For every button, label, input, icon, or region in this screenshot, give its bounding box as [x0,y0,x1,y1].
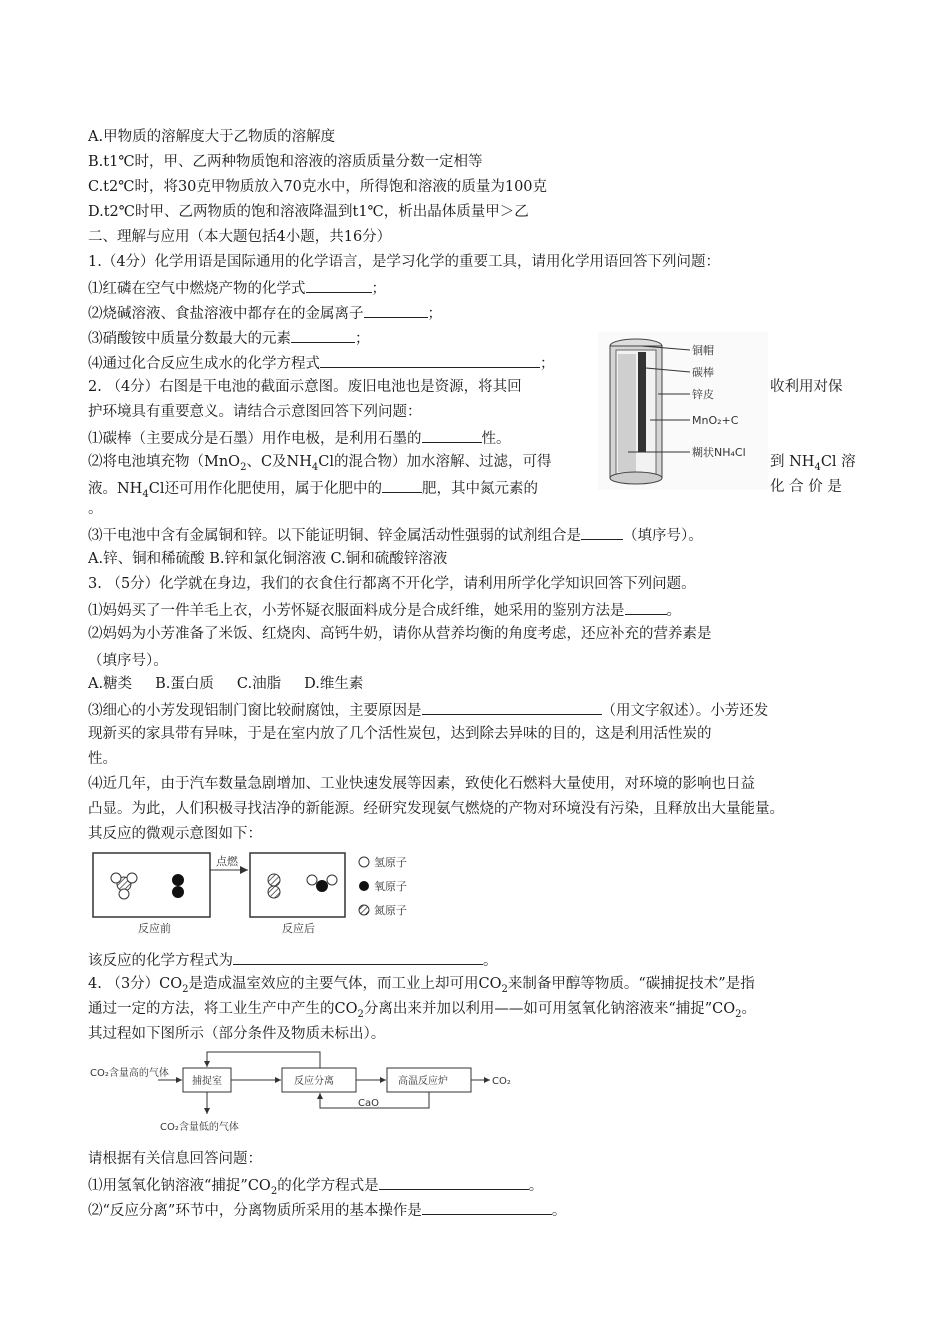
flow-return-label: CaO [358,1098,379,1109]
flow-output: CO₂ [492,1076,511,1087]
q3-part1: ⑴妈妈买了一件羊毛上衣，小芳怀疑衣服面料成分是合成纤维，她采用的鉴别方法是 。 [88,600,681,620]
q4-line3: 其过程如下图所示（部分条件及物质未标出）。 [88,1026,386,1042]
flow-input: CO₂含量高的气体 [90,1068,169,1079]
legend-label: 氮原子 [374,904,407,917]
answer-blank[interactable] [379,1175,529,1190]
q3-part2b: （填序号）。 [88,653,168,669]
q3-options: A.糖类 B.蛋白质 C.油脂 D.维生素 [88,676,364,692]
option-b: B.t1℃时，甲、乙两种物质饱和溶液的溶质质量分数一定相等 [88,154,483,170]
answer-blank[interactable] [233,950,483,965]
after-label: 反应后 [282,922,315,935]
q2-line1: 2. （4分）右图是干电池的截面示意图。废旧电池也是资源，将其回 [88,379,522,395]
q1-part1: ⑴红磷在空气中燃烧产物的化学式 ； [88,278,386,298]
q2-part2-right: 到 $NH_4Cl$ 溶 [770,454,856,473]
answer-blank[interactable] [320,353,540,368]
q1-part2: ⑵烧碱溶液、食盐溶液中都存在的金属离子 ； [88,303,442,323]
q3-part4d: 该反应的化学方程式为 。 [88,950,498,970]
flow-box3: 高温反应炉 [398,1076,448,1087]
answer-blank[interactable] [306,278,372,293]
q2-part2-line2: 液。$NH_4Cl$还可用作化肥使用，属于化肥中的 肥，其中氮元素的 [88,478,538,504]
battery-label: 锌皮 [692,388,714,401]
q3-part3b: 现新买的家具带有异味，于是在室内放了几个活性炭包，达到除去异味的目的，这是利用活性炭的 [88,726,712,742]
answer-blank[interactable] [382,478,422,493]
q1-stem: 1.（4分）化学用语是国际通用的化学语言，是学习化学的重要工具，请用化学用语回答下列问题： [88,254,721,270]
battery-diagram [598,332,768,490]
answer-blank[interactable] [422,700,602,715]
q4-line2: 通过一定的方法，将工业生产中产生的$CO_2$分离出来并加以利用——如可用氢氧化钠溶液来“捕捉$”CO_2$。 [88,1001,757,1020]
q1-part4: ⑷通过化合反应生成水的化学方程式 ； [88,353,555,373]
q1-part3: ⑶硝酸铵中质量分数最大的元素 ； [88,328,370,348]
answer-blank[interactable] [625,600,667,615]
arrow-label: 点燃 [216,855,238,868]
q2-line1-right: 收利用对保 [770,379,843,395]
option-d: D.t2℃时甲、乙两物质的饱和溶液降温到t1℃，析出晶体质量甲＞乙 [88,204,529,220]
q2-line2: 护环境具有重要意义。请结合示意图回答下列问题： [88,404,422,420]
q2-part2-line1: ⑵将电池填充物（MnO$_2$、C及$NH_4Cl$的混合物）加水溶解、过滤，可得 [88,454,552,473]
answer-blank[interactable] [364,303,428,318]
q2-part2-right2: 化 合 价 是 [770,479,842,495]
reaction-diagram [90,850,440,940]
q4-part2: ⑵“反应分离”环节中，分离物质所采用的基本操作是 。 [88,1200,566,1220]
flow-diagram [88,1048,528,1140]
answer-blank[interactable] [422,428,482,443]
q4-line1: 4. （3分）$CO_2$是造成温室效应的主要气体，而工业上却可用$CO_2$来制备甲醇等物质。“碳捕捉技术”是指 [88,976,755,995]
battery-label: MnO₂+C [692,414,739,427]
section-title: 二、理解与应用（本大题包括4小题，共16分） [88,229,392,245]
battery-label: 碳棒 [692,366,714,379]
flow-box1: 捕捉室 [192,1076,222,1087]
q3-part4c: 其反应的微观示意图如下： [88,826,262,842]
legend-label: 氧原子 [374,880,407,893]
q2-part1: ⑴碳棒（主要成分是石墨）用作电极，是利用石墨的 性。 [88,428,511,448]
q4-part1: ⑴用氢氧化钠溶液“捕捉$”CO_2$的化学方程式是 。 [88,1175,543,1201]
q3-stem: 3. （5分）化学就在身边，我们的衣食住行都离不开化学，请利用所学化学知识回答下列问题。 [88,576,696,592]
q2-part3: ⑶干电池中含有金属铜和锌。以下能证明铜、锌金属活动性强弱的试剂组合是 （填序号）。 [88,525,703,545]
q3-part3a: ⑶细心的小芳发现铝制门窗比较耐腐蚀，主要原因是 （用文字叙述）。小芳还发 [88,700,768,720]
battery-label: 铜帽 [692,344,714,357]
before-label: 反应前 [138,922,171,935]
battery-label: 糊状NH₄Cl [692,446,746,459]
q3-part4b: 凸显。为此，人们积极寻找洁净的新能源。经研究发现氨气燃烧的产物对环境没有污染，且释放出大量能量。 [88,801,784,817]
legend-label: 氢原子 [374,856,407,869]
option-c: C.t2℃时，将30克甲物质放入70克水中，所得饱和溶液的质量为100克 [88,179,548,195]
q2-options: A.锌、铜和稀硫酸 B.锌和氯化铜溶液 C.铜和硫酸锌溶液 [88,551,448,567]
option-a: A.甲物质的溶解度大于乙物质的溶解度 [88,129,336,145]
answer-blank[interactable] [422,1200,552,1215]
answer-blank[interactable] [581,525,623,540]
answer-blank[interactable] [291,328,355,343]
q3-part3c: 性。 [88,751,117,767]
q3-part2a: ⑵妈妈为小芳准备了米饭、红烧肉、高钙牛奶，请你从营养均衡的角度考虑，还应补充的营养素是 [88,626,712,642]
q3-part4a: ⑷近几年，由于汽车数量急剧增加、工业快速发展等因素，致使化石燃料大量使用，对环境的影响也日益 [88,776,755,792]
flow-box2: 反应分离 [294,1076,334,1087]
q2-dot: 。 [88,501,103,517]
q4-line4: 请根据有关信息回答问题： [88,1151,262,1167]
flow-bottom-output: CO₂含量低的气体 [160,1122,239,1133]
